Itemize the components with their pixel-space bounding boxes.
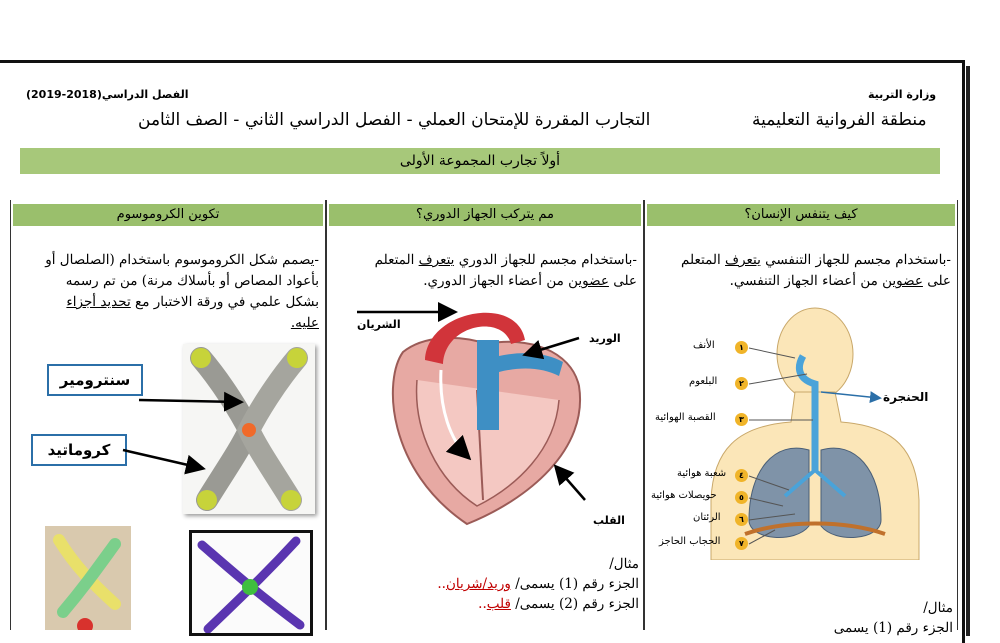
column-circulatory [326, 200, 644, 630]
centromere-label: سنترومير [47, 364, 143, 396]
respiration-example [653, 598, 953, 638]
larynx-label: الحنجرة [883, 390, 929, 404]
chromosome-line-4: عليه. [290, 315, 319, 331]
respiration-instructions [651, 250, 951, 292]
semester-label: الفصل الدراسي [101, 88, 189, 101]
legend-number-7: ٧ [735, 537, 748, 550]
legend-label-bronchus: شعبة هوائية [677, 468, 727, 479]
pipe-cleaner-chromosome-photo [189, 530, 313, 636]
respiratory-diagram [645, 300, 957, 560]
circulatory-example-1: الجزء رقم (1) يسمى/ وريد/شريان.. [437, 576, 639, 592]
column-header-chromosome: تكوين الكروموسوم [13, 204, 323, 226]
vein-label: الوريد [589, 332, 621, 345]
chromosome-line-2: بأعواد المصاص أو بأسلاك مرنة) من تم رسمه [65, 273, 319, 289]
legend-number-1: ١ [735, 341, 748, 354]
legend-label-trachea: القصبة الهوائية [655, 412, 716, 423]
ministry-label: وزارة التربية [868, 88, 937, 101]
chromosome-line-3: بشكل علمي في ورقة الاختبار مع تحديد أجزاء [66, 294, 319, 310]
column-header-respiration: كيف يتنفس الإنسان؟ [647, 204, 955, 226]
legend-label-pharynx: البلعوم [689, 376, 718, 387]
chromosome-line-1: -يصمم شكل الكروموسوم باستخدام (الصلصال أو [45, 252, 319, 268]
legend-number-2: ٢ [735, 377, 748, 390]
legend-number-6: ٦ [735, 513, 748, 526]
legend-number-5: ٥ [735, 491, 748, 504]
respiration-line-2: على عضوين من أعضاء الجهاز التنفسي. [729, 273, 951, 289]
legend-number-4: ٤ [735, 469, 748, 482]
artery-label: الشريان [357, 318, 401, 331]
circulatory-example-label: مثال/ [609, 556, 639, 572]
document-title: التجارب المقررة للإمتحان العملي - الفصل الدراسي الثاني - الصف الثامن [138, 110, 651, 130]
circulatory-line-2: على عضوين من أعضاء الجهاز الدوري. [423, 273, 637, 289]
column-chromosome [10, 200, 326, 630]
heart-label: القلب [593, 514, 625, 527]
chromatid-label: كروماتيد [31, 434, 127, 466]
legend-label-diaphragm: الحجاب الحاجز [659, 536, 721, 547]
circulatory-line-1: -باستخدام مجسم للجهاز الدوري يتعرف المتعلم [374, 252, 637, 268]
respiration-example-1: الجزء رقم (1) يسمى [833, 620, 953, 636]
circulatory-example-2: الجزء رقم (2) يسمى/ قلب.. [478, 596, 639, 612]
legend-label-alveoli: حويصلات هوائية [651, 490, 717, 501]
column-header-circulatory: مم يتركب الجهاز الدوري؟ [329, 204, 641, 226]
semester-years: (2019-2018) [26, 88, 102, 101]
column-respiration [644, 200, 958, 636]
respiration-example-label: مثال/ [923, 600, 953, 616]
circulatory-example [339, 554, 639, 614]
section-band: أولاً تجارب المجموعة الأولى [20, 148, 940, 174]
respiration-line-1: -باستخدام مجسم للجهاز التنفسي يتعرف المتعلم [681, 252, 951, 268]
circulatory-instructions [337, 250, 637, 292]
clay-chromosome-photo [45, 526, 131, 630]
experiments-grid [10, 200, 956, 636]
legend-label-lungs: الرئتان [693, 512, 721, 523]
legend-label-nose: الأنف [693, 340, 715, 351]
semester-line [26, 88, 188, 101]
legend-number-3: ٣ [735, 413, 748, 426]
region-label: منطقة الفروانية التعليمية [752, 110, 927, 130]
page-shadow [966, 66, 970, 636]
